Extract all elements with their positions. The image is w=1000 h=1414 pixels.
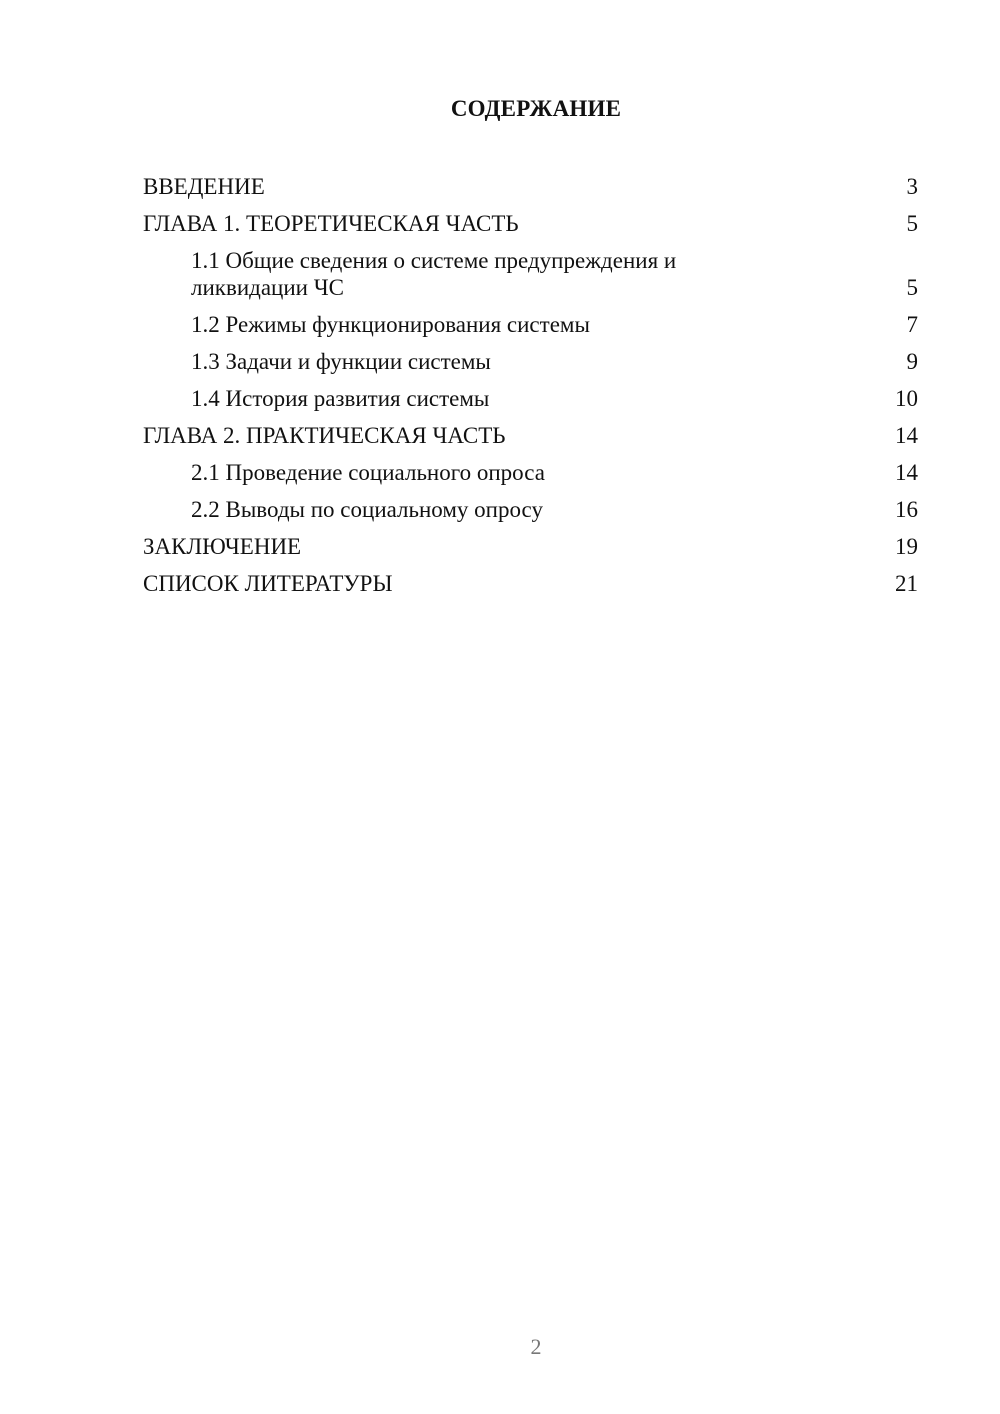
toc-entry-section-2-2[interactable] <box>143 491 918 528</box>
toc-entry-page: 3 <box>906 174 918 199</box>
toc-entry-label: ВВЕДЕНИЕ <box>143 174 265 199</box>
toc-entry-page: 14 <box>895 423 918 448</box>
toc-entry-page: 7 <box>906 312 918 337</box>
toc-entry-section-1-4[interactable] <box>143 380 918 417</box>
toc-entry-page: 19 <box>895 534 918 559</box>
toc-entry-label: ГЛАВА 2. ПРАКТИЧЕСКАЯ ЧАСТЬ <box>143 423 506 448</box>
toc-entry-section-1-2[interactable] <box>143 306 918 343</box>
toc-entry-page: 5 <box>906 275 918 300</box>
toc-entry-label: 1.2 Режимы функционирования системы <box>191 312 590 337</box>
toc-entry-page: 5 <box>906 211 918 236</box>
toc-entry-label: 2.2 Выводы по социальному опросу <box>191 497 543 522</box>
toc-entry-label: 1.3 Задачи и функции системы <box>191 349 491 374</box>
toc-entry-page: 21 <box>895 571 918 596</box>
toc-title: СОДЕРЖАНИЕ <box>450 96 622 121</box>
toc-entry-label: 2.1 Проведение социального опроса <box>191 460 545 485</box>
toc-entry-page: 10 <box>895 386 918 411</box>
toc-entry-page: 14 <box>895 460 918 485</box>
toc-entry-chapter-2[interactable] <box>143 417 918 454</box>
toc-entry-page: 9 <box>906 349 918 374</box>
toc-entry-section-1-3[interactable] <box>143 343 918 380</box>
page-number: 2 <box>530 1334 542 1359</box>
toc-entry-conclusion[interactable] <box>143 528 918 565</box>
toc-entry-label: ГЛАВА 1. ТЕОРЕТИЧЕСКАЯ ЧАСТЬ <box>143 211 519 236</box>
toc-entry-references[interactable] <box>143 565 918 602</box>
toc-entry-section-1-1[interactable] <box>143 242 918 306</box>
toc-entry-label: 1.4 История развития системы <box>191 386 490 411</box>
toc-entry-chapter-1[interactable] <box>143 205 918 242</box>
toc-entry-page: 16 <box>895 497 918 522</box>
toc-entry-introduction[interactable] <box>143 168 918 205</box>
toc-entry-section-2-1[interactable] <box>143 454 918 491</box>
toc-entry-label: ЗАКЛЮЧЕНИЕ <box>143 534 302 559</box>
toc-entry-label: СПИСОК ЛИТЕРАТУРЫ <box>143 571 393 596</box>
toc-entry-label: 1.1 Общие сведения о системе предупреждения и ликвидации ЧС <box>191 248 677 300</box>
table-of-contents <box>143 168 918 602</box>
